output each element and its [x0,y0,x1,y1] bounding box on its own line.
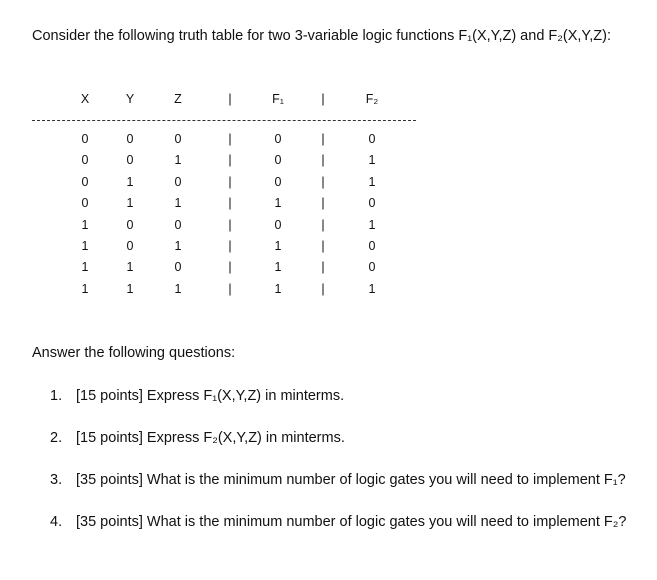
table-row [0,175,657,196]
cell-separator: | [321,132,325,146]
cell-f1: 1 [274,196,282,211]
cell-separator: | [228,217,232,232]
table-row [0,196,657,217]
cell-x: 1 [81,281,89,296]
cell-x: 0 [81,132,89,146]
cell-z: 1 [174,196,182,211]
cell-y: 0 [126,153,134,168]
table-row [0,218,657,239]
cell-z: 0 [174,260,182,275]
cell-f2: 0 [368,132,376,146]
truth-table-header [0,92,657,112]
cell-f1: 0 [274,174,282,189]
table-divider [32,120,416,121]
cell-separator: | [321,281,325,296]
intro-text: Consider the following truth table for two 3-variable logic functions F₁(X,Y,Z) and F₂(X,Y,Z): [32,28,611,44]
cell-f2: 1 [368,217,376,232]
cell-f2: 1 [368,153,376,168]
cell-separator: | [321,217,325,232]
cell-separator: | [321,174,325,189]
truth-table-body [0,132,657,303]
table-row [0,282,657,303]
header-separator: | [228,92,232,106]
header-f2: F₂ [365,92,379,106]
cell-f1: 1 [274,260,282,275]
cell-x: 1 [81,260,89,275]
question-text: [35 points] What is the minimum number of logic gates you will need to implement F₁? [76,472,626,488]
cell-f1: 1 [274,238,282,253]
header-z: Z [174,92,182,106]
cell-y: 1 [126,174,134,189]
cell-separator: | [228,153,232,168]
cell-separator: | [321,196,325,211]
questions-prompt: Answer the following questions: [32,345,236,361]
cell-separator: | [321,260,325,275]
cell-x: 0 [81,153,89,168]
cell-z: 0 [174,132,182,146]
cell-separator: | [228,196,232,211]
cell-z: 1 [174,153,182,168]
header-x: X [80,92,90,106]
cell-z: 0 [174,217,182,232]
question-text: [35 points] What is the minimum number of logic gates you will need to implement F₂? [76,514,627,530]
table-row [0,260,657,281]
question-number: 4. [50,514,63,530]
question-number: 3. [50,472,63,488]
question-item [50,388,626,430]
table-row [0,239,657,260]
cell-separator: | [228,260,232,275]
cell-x: 1 [81,217,89,232]
cell-y: 0 [126,238,134,253]
header-y: Y [125,92,135,106]
cell-separator: | [228,238,232,253]
cell-y: 1 [126,281,134,296]
question-number: 1. [50,388,63,404]
cell-y: 0 [126,132,134,146]
cell-y: 1 [126,196,134,211]
cell-x: 0 [81,174,89,189]
question-item [50,514,626,556]
table-row [0,132,657,153]
questions-list [50,388,626,556]
cell-separator: | [228,174,232,189]
cell-f2: 1 [368,174,376,189]
cell-f1: 0 [274,217,282,232]
question-text: [15 points] Express F₂(X,Y,Z) in minterms. [76,430,345,446]
cell-y: 1 [126,260,134,275]
cell-f2: 0 [368,238,376,253]
cell-f1: 0 [274,153,282,168]
cell-x: 0 [81,196,89,211]
cell-f2: 1 [368,281,376,296]
cell-z: 1 [174,238,182,253]
cell-z: 0 [174,174,182,189]
question-number: 2. [50,430,63,446]
cell-x: 1 [81,238,89,253]
cell-f1: 0 [274,132,282,146]
header-separator: | [321,92,325,106]
cell-f2: 0 [368,196,376,211]
header-f1: F₁ [272,92,284,106]
question-item [50,430,626,472]
cell-separator: | [228,132,232,146]
cell-separator: | [321,153,325,168]
cell-f2: 0 [368,260,376,275]
question-text: [15 points] Express F₁(X,Y,Z) in minterms. [76,388,345,404]
question-item [50,472,626,514]
cell-f1: 1 [274,281,282,296]
cell-z: 1 [174,281,182,296]
cell-separator: | [228,281,232,296]
table-row [0,153,657,174]
cell-separator: | [321,238,325,253]
cell-y: 0 [126,217,134,232]
